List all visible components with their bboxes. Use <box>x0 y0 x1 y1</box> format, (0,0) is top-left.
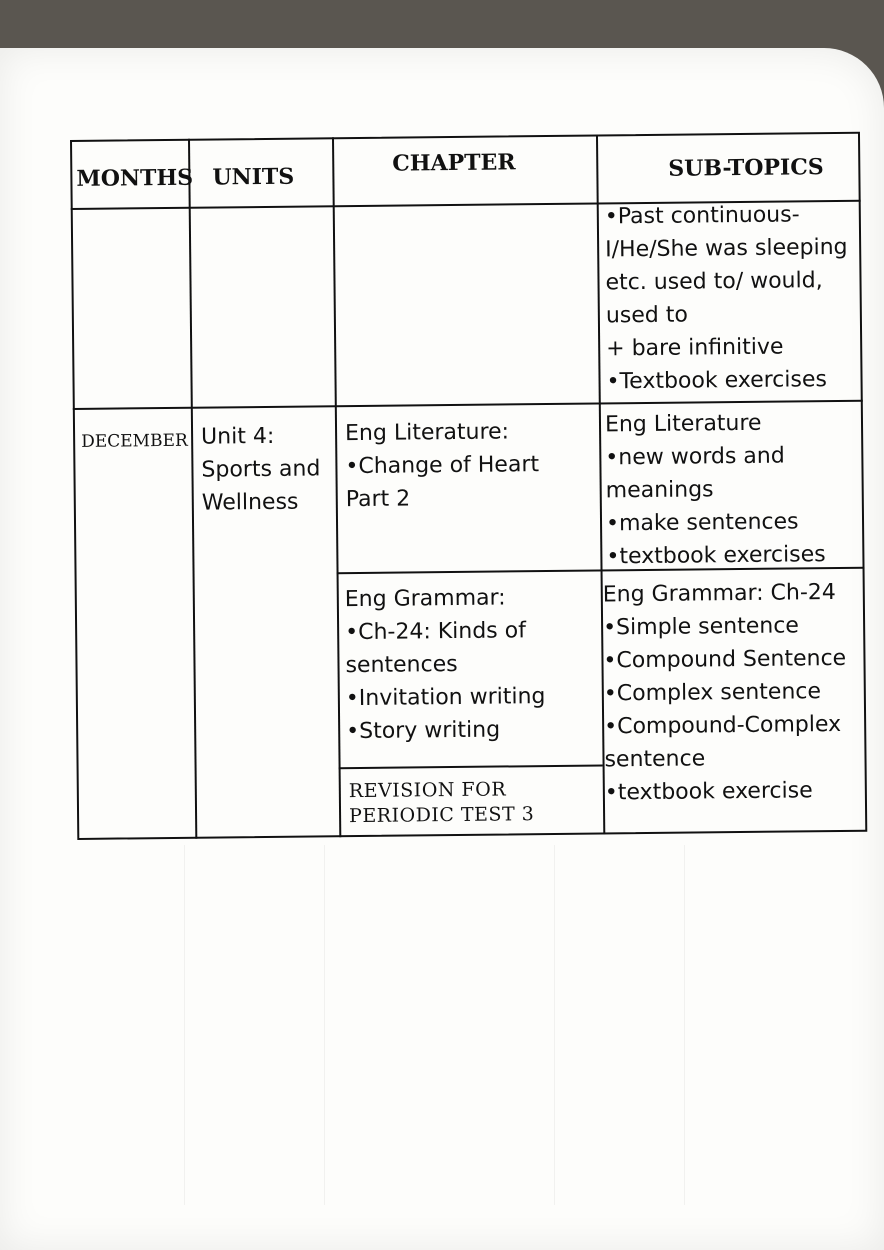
month-december: DECEMBER <box>81 430 188 452</box>
list-item: used to <box>605 302 688 329</box>
header-sub-topics: SUB-TOPICS <box>668 154 824 182</box>
syllabus-table <box>70 132 867 850</box>
header-units: UNITS <box>212 163 295 191</box>
chapter-literature: Eng Literature: •Change of Heart Part 2 <box>344 419 540 513</box>
list-item: etc. used to/ would, <box>605 268 823 296</box>
list-item: I/He/She was sleeping <box>605 234 848 263</box>
subtopics-literature: Eng Literature •new words and meanings •make sentences •textbook exercises <box>604 410 826 570</box>
header-chapter: CHAPTER <box>392 149 516 177</box>
list-item: •Textbook exercises <box>606 367 828 395</box>
bleed-through-background <box>55 845 825 1205</box>
row1-subtopics <box>605 198 849 399</box>
list-item: + bare infinitive <box>606 334 784 362</box>
header-months: MONTHS <box>76 164 194 192</box>
chapter-grammar: Eng Grammar: •Ch-24: Kinds of sentences •Invitation writing •Story writing <box>344 585 546 745</box>
list-item: •Past continuous- <box>604 202 800 230</box>
unit-cell: Unit 4: Sports and Wellness <box>200 423 321 516</box>
subtopics-grammar: Eng Grammar: Ch-24 •Simple sentence •Compound Sentence •Complex sentence •Compound-Complex sentence •textbook exercise <box>602 580 847 806</box>
revision-note: REVISION FOR PERIODIC TEST 3 <box>348 778 535 828</box>
